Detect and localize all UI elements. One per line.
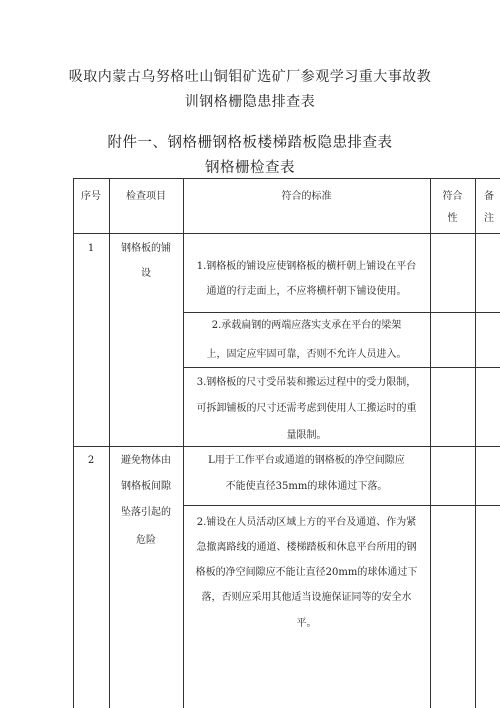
row2-standard-divider-1 xyxy=(183,505,500,506)
row2-standard-1-line-1: L用于工作平台或通道的钢格板的净空间隙应 xyxy=(208,455,405,466)
row2-standard-1-line-2: 不能使直径35mm的球体通过下落。 xyxy=(225,481,388,492)
header-item: 检查项目 xyxy=(126,191,166,202)
row1-standard-3-line-3: 量限制。 xyxy=(286,430,327,441)
document-title-line-2: 训钢格栅隐患排查表 xyxy=(184,94,316,110)
document-subtitle: 附件一、钢格栅钢格板楼梯踏板隐患排查表 xyxy=(107,135,393,151)
table-header-divider xyxy=(73,233,500,234)
header-conform-line-1: 符合 xyxy=(442,191,463,202)
inspection-table xyxy=(73,178,500,708)
row1-standard-2-line-1: 2.承载扁钢的两端应落实支承在平台的梁架 xyxy=(211,320,402,331)
row1-standard-1-line-2: 通道的行走面上，不应将横杆朝下铺设使用。 xyxy=(206,286,407,297)
row1-seq: 1 xyxy=(87,243,95,254)
row2-standard-2-line-4: 落，否则应采用其他适当设施保证同等的安全水 xyxy=(201,592,412,603)
document-title-line-1: 吸取内蒙古乌努格吐山铜钼矿选矿厂参观学习重大事故教 xyxy=(68,69,432,85)
row2-standard-2-line-2: 急撤离路线的通道、楼梯踏板和休息平台所用的钢 xyxy=(196,542,417,553)
header-remark-line-1: 备 xyxy=(484,191,494,202)
row1-standard-1-line-1: 1.钢格板的铺设应使钢格板的横杆朝上铺设在平台 xyxy=(196,261,417,272)
row2-item-line-1: 避免物体由 xyxy=(121,455,171,466)
table-title: 钢格栅检查表 xyxy=(205,160,295,176)
row2-item-line-2: 钢格板间隙 xyxy=(121,481,171,492)
header-conform-line-2: 性 xyxy=(447,213,458,224)
col-divider-conform xyxy=(475,178,476,708)
row1-item-line-1: 钢格板的铺 xyxy=(121,243,171,254)
row2-seq: 2 xyxy=(87,455,95,466)
row2-item-line-3: 坠落引起的 xyxy=(121,507,171,518)
row1-standard-3-line-1: 3.钢格板的尺寸受吊装和搬运过程中的受力限制， xyxy=(196,377,417,388)
row1-standard-2-line-2: 上，固定应牢固可靠，否则不允许人员进入。 xyxy=(206,349,407,360)
header-standard: 符合的标准 xyxy=(281,191,332,202)
row1-standard-3-line-2: 可拆卸铺板的尺寸还需考虑到使用人工搬运时的重 xyxy=(196,403,417,414)
header-remark-line-2: 注 xyxy=(484,213,494,224)
header-seq: 序号 xyxy=(81,191,101,202)
col-divider-standard xyxy=(430,178,431,708)
row2-item-line-4: 危险 xyxy=(136,535,156,546)
table-border-top xyxy=(73,178,500,179)
row1-item-line-2: 设 xyxy=(141,268,151,279)
row2-standard-2-line-5: 平。 xyxy=(296,618,317,629)
row2-standard-2-line-3: 格板的净空间隙应不能让直径20mm的球体通过下 xyxy=(195,567,418,578)
row2-standard-2-line-1: 2.铺设在人员活动区域上方的平台及通道、作为紧 xyxy=(196,517,417,528)
